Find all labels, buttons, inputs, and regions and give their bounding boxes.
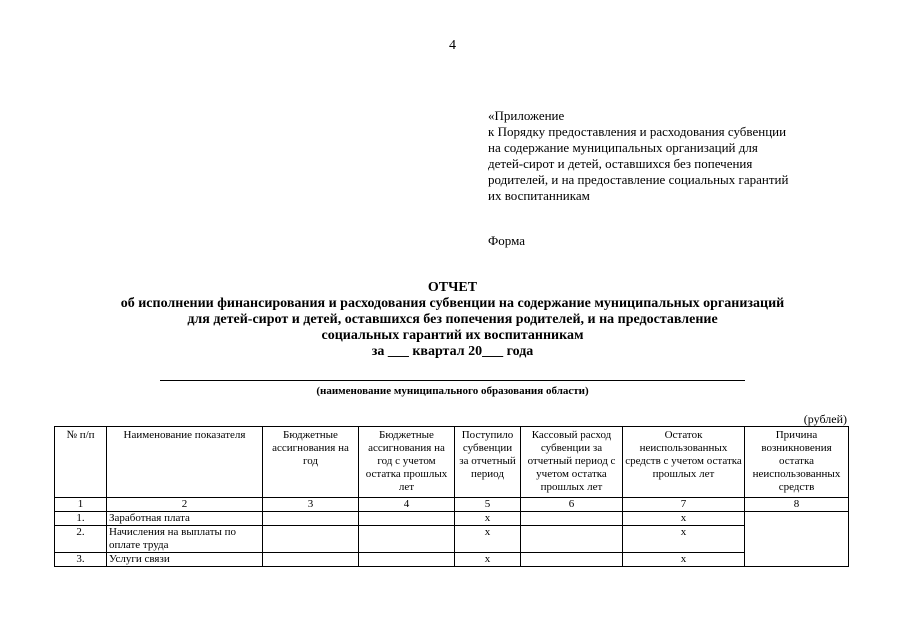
report-table (54, 426, 849, 567)
header-cell: Бюджетные ассигнования на год с учетом остатка прошлых лет (359, 427, 455, 498)
table-cell: x (623, 553, 745, 567)
report-title (0, 280, 905, 360)
page-number: 4 (449, 38, 456, 53)
title-line: за ___ квартал 20___ года (371, 344, 534, 359)
appendix-note (488, 108, 868, 204)
appendix-line: их воспитанникам (488, 188, 590, 203)
table-cell (521, 512, 623, 526)
row-name: Услуги связи (107, 553, 263, 567)
title-line: для детей-сирот и детей, оставшихся без попечения родителей, и на предоставление (187, 312, 718, 327)
appendix-line: детей-сирот и детей, оставшихся без попечения (488, 156, 753, 171)
header-cell: Причина возникновения остатка неиспользованных средств (745, 427, 849, 498)
table-cell: x (623, 512, 745, 526)
org-name-caption: (наименование муниципального образования области) (316, 385, 589, 397)
title-line: ОТЧЕТ (427, 280, 478, 295)
table-cell: x (455, 512, 521, 526)
header-cell: Поступило субвенции за отчетный период (455, 427, 521, 498)
table-row (55, 526, 849, 553)
column-number: 5 (455, 498, 521, 512)
column-number: 6 (521, 498, 623, 512)
appendix-line: к Порядку предоставления и расходования субвенции (488, 124, 787, 139)
column-number: 3 (263, 498, 359, 512)
header-cell: Кассовый расход субвенции за отчетный период с учетом остатка прошлых лет (521, 427, 623, 498)
row-name: Заработная плата (107, 512, 263, 526)
title-line: социальных гарантий их воспитанникам (321, 328, 584, 343)
table-cell (359, 526, 455, 553)
table-cell (263, 526, 359, 553)
column-number: 1 (55, 498, 107, 512)
row-number: 3. (55, 553, 107, 567)
column-number: 4 (359, 498, 455, 512)
appendix-line: на содержание муниципальных организаций для (488, 140, 758, 155)
row-name: Начисления на выплаты по оплате труда (107, 526, 263, 553)
table-cell: x (623, 526, 745, 553)
row-number: 1. (55, 512, 107, 526)
table-cell (359, 512, 455, 526)
header-cell: Наименование показателя (107, 427, 263, 498)
row-number: 2. (55, 526, 107, 553)
table-cell (521, 526, 623, 553)
table-cell (359, 553, 455, 567)
table-row (55, 512, 849, 526)
column-number: 8 (745, 498, 849, 512)
appendix-line: родителей, и на предоставление социальных гарантий (488, 172, 789, 187)
appendix-line: «Приложение (488, 108, 565, 123)
column-number: 2 (107, 498, 263, 512)
table-cell (263, 512, 359, 526)
table-cell (521, 553, 623, 567)
title-line: об исполнении финансирования и расходования субвенции на содержание муниципальных организаций (120, 296, 785, 311)
table-cell: x (455, 553, 521, 567)
column-number: 7 (623, 498, 745, 512)
table-header-row (55, 427, 849, 498)
header-cell: № п/п (55, 427, 107, 498)
reason-cell (745, 512, 849, 567)
header-cell: Остаток неиспользованных средств с учетом остатка прошлых лет (623, 427, 745, 498)
table-row (55, 553, 849, 567)
org-name-line (160, 380, 745, 381)
units-label: (рублей) (803, 412, 847, 426)
form-label: Форма (488, 233, 525, 248)
table-cell: x (455, 526, 521, 553)
header-cell: Бюджетные ассигнования на год (263, 427, 359, 498)
column-number-row (55, 498, 849, 512)
table-cell (263, 553, 359, 567)
